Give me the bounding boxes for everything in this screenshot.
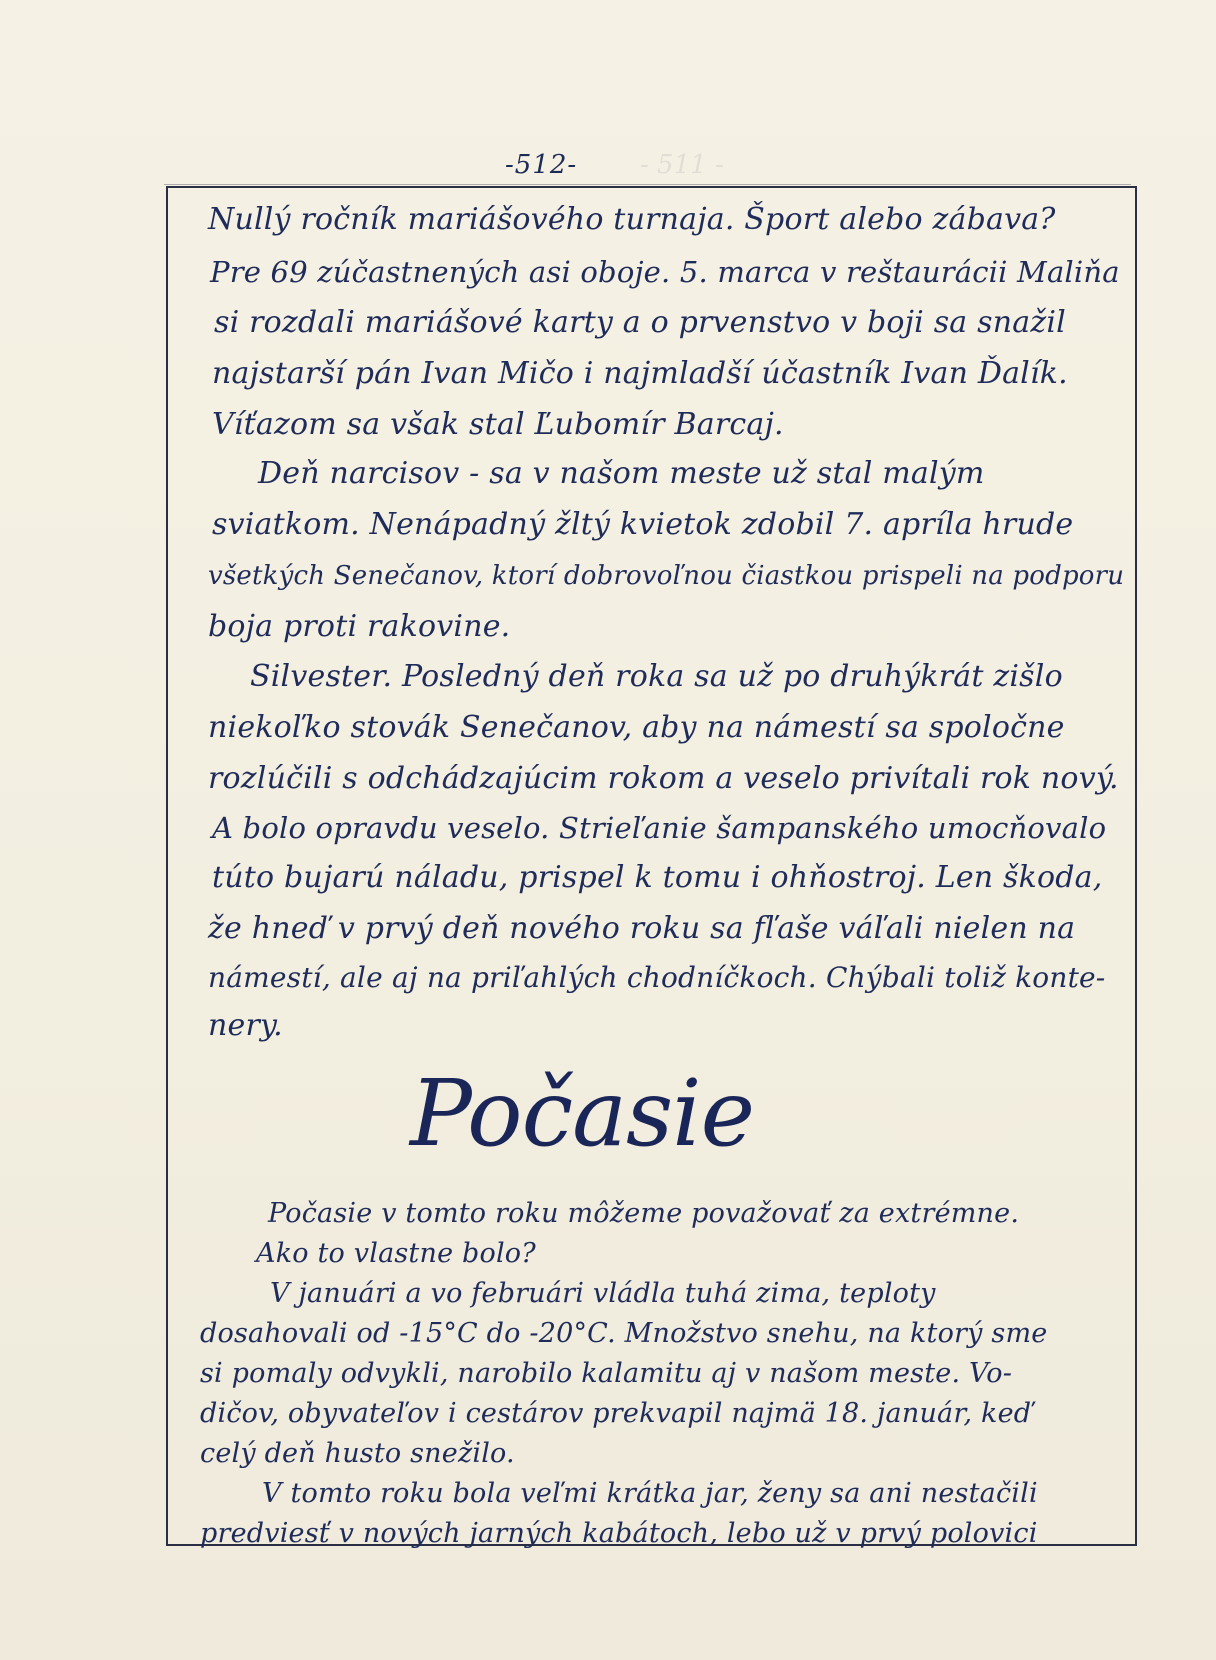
text-line: túto bujarú náladu, prispel k tomu i ohňostroj. Len škoda, [212, 860, 1103, 895]
text-line: najstarší pán Ivan Mičo i najmladší účastník Ivan Ďalík. [212, 356, 1068, 391]
text-line: námestí, ale aj na priľahlých chodníčkoch. Chýbali toliž konte- [208, 961, 1106, 994]
text-line: Nullý ročník mariášového turnaja. Šport alebo zábava? [208, 202, 1056, 237]
section-heading: Počasie [410, 1060, 755, 1167]
text-line: V januári a vo februári vládla tuhá zima, teploty [270, 1278, 936, 1309]
text-line: sviatkom. Nenápadný žltý kvietok zdobil 7. apríla hrude [212, 507, 1074, 542]
text-line: Ako to vlastne bolo? [256, 1238, 536, 1269]
text-line: Silvester. Posledný deň roka sa už po druhýkrát zišlo [250, 659, 1063, 694]
text-line: A bolo opravdu veselo. Strieľanie šampanského umocňovalo [212, 811, 1107, 845]
text-line: nery. [208, 1008, 283, 1043]
text-line: Pre 69 zúčastnených asi oboje. 5. marca v reštaurácii Maliňa [210, 255, 1120, 289]
text-line: dosahovali od -15°C do -20°C. Množstvo snehu, na ktorý sme [200, 1318, 1048, 1349]
text-line: celý deň husto snežilo. [200, 1438, 515, 1469]
text-line: niekoľko stovák Senečanov, aby na námestí sa spoločne [208, 710, 1065, 745]
text-line: boja proti rakovine. [208, 609, 511, 644]
text-line: Počasie v tomto roku môžeme považovať za extrémne. [268, 1198, 1020, 1229]
text-line: V tomto roku bola veľmi krátka jar, ženy sa ani nestačili [262, 1478, 1038, 1509]
text-line: si rozdali mariášové karty a o prvenstvo v boji sa snažil [214, 305, 1066, 340]
text-line: Deň narcisov - sa v našom meste už stal malým [258, 456, 985, 491]
text-line: Víťazom sa však stal Ľubomír Barcaj. [212, 407, 784, 442]
text-line: predviesť v nových jarných kabátoch, lebo už v prvý polovici [200, 1518, 1038, 1549]
text-line: dičov, obyvateľov i cestárov prekvapil najmä 18. január, keď [200, 1398, 1032, 1429]
page-number: -512- [505, 150, 578, 180]
text-line: všetkých Senečanov, ktorí dobrovoľnou čiastkou prispeli na podporu [208, 561, 1125, 591]
text-line: že hneď v prvý deň nového roku sa fľaše váľali nielen na [208, 911, 1076, 946]
text-line: rozlúčili s odchádzajúcim rokom a veselo privítali rok nový. [208, 761, 1119, 796]
text-line: si pomaly odvykli, narobilo kalamitu aj v našom meste. Vo- [200, 1358, 1013, 1389]
